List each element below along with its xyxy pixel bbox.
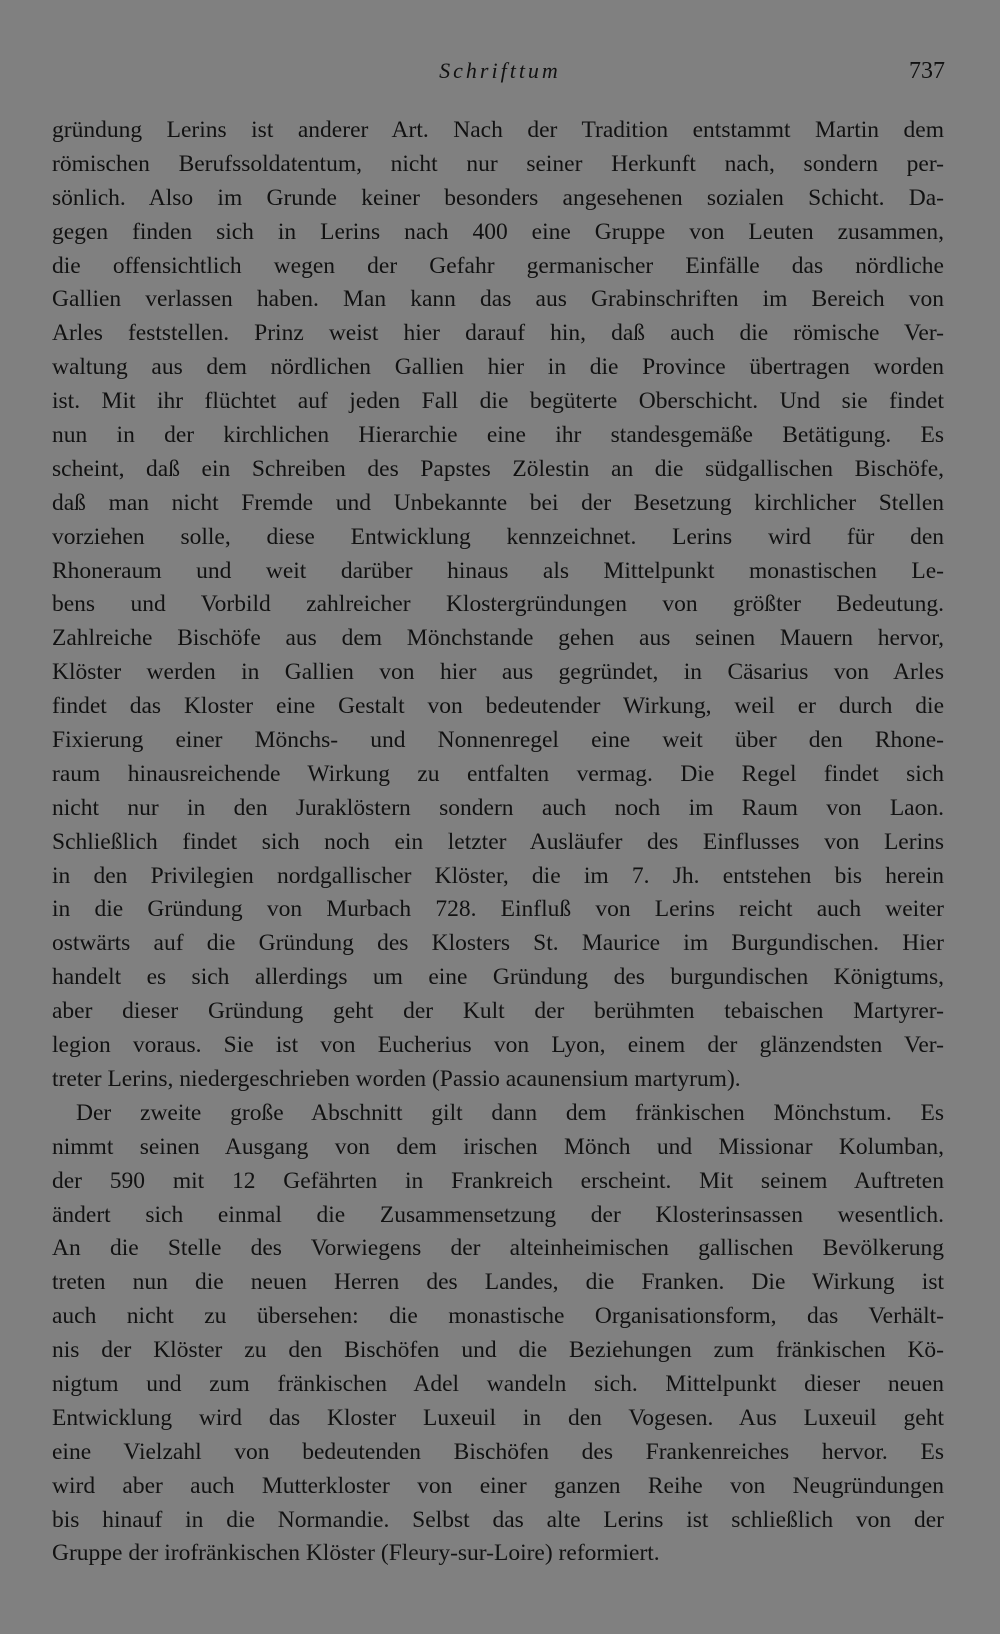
running-head <box>0 58 1000 94</box>
text-line: bens und Vorbild zahlreicher Klostergründungen von größter Bedeutung. <box>52 591 944 618</box>
text-line: nimmt seinen Ausgang von dem irischen Mönch und Missionar Kolumban, <box>52 1133 944 1160</box>
text-line: ostwärts auf die Gründung des Klosters St. Maurice im Burgundischen. Hier <box>52 930 944 957</box>
text-line: Gruppe der irofränkischen Klöster (Fleury-sur-Loire) reformiert. <box>52 1540 660 1567</box>
text-line: ändert sich einmal die Zusammensetzung der Klosterinsassen wesentlich. <box>52 1201 944 1228</box>
text-line: Entwicklung wird das Kloster Luxeuil in den Vogesen. Aus Luxeuil geht <box>52 1404 944 1431</box>
text-line: waltung aus dem nördlichen Gallien hier in die Province übertragen worden <box>52 354 944 381</box>
text-line: nicht nur in den Juraklöstern sondern auch noch im Raum von Laon. <box>52 794 944 821</box>
text-line: auch nicht zu übersehen: die monastische Organisationsform, das Verhält- <box>52 1303 944 1330</box>
text-line: treter Lerins, niedergeschrieben worden (Passio acaunensium martyrum). <box>52 1065 741 1092</box>
text-line: Zahlreiche Bischöfe aus dem Mönchstande gehen aus seinen Mauern hervor, <box>52 625 944 652</box>
text-line: in die Gründung von Murbach 728. Einfluß von Lerins reicht auch weiter <box>52 896 944 923</box>
text-line: daß man nicht Fremde und Unbekannte bei der Besetzung kirchlicher Stellen <box>52 489 944 516</box>
paragraph-1 <box>52 114 944 1097</box>
paragraph-2 <box>52 1097 944 1571</box>
text-line: nun in der kirchlichen Hierarchie eine ihr standesgemäße Betätigung. Es <box>52 422 944 449</box>
text-line: scheint, daß ein Schreiben des Papstes Zölestin an die südgallischen Bischöfe, <box>52 455 944 482</box>
text-line: handelt es sich allerdings um eine Gründung des burgundischen Königtums, <box>52 964 944 991</box>
text-line: Arles feststellen. Prinz weist hier darauf hin, daß auch die römische Ver- <box>52 320 944 347</box>
text-line: nigtum und zum fränkischen Adel wandeln sich. Mittelpunkt dieser neuen <box>52 1370 944 1397</box>
text-line: Gallien verlassen haben. Man kann das aus Grabinschriften im Bereich von <box>52 286 944 313</box>
text-line: aber dieser Gründung geht der Kult der berühmten tebaischen Martyrer- <box>52 998 944 1025</box>
text-line: eine Vielzahl von bedeutenden Bischöfen des Frankenreiches hervor. Es <box>52 1438 944 1465</box>
text-line: die offensichtlich wegen der Gefahr germanischer Einfälle das nördliche <box>52 252 944 279</box>
text-line: findet das Kloster eine Gestalt von bedeutender Wirkung, weil er durch die <box>52 693 944 720</box>
body-text <box>52 114 944 1571</box>
text-line: römischen Berufssoldatentum, nicht nur seiner Herkunft nach, sondern per- <box>52 150 944 177</box>
text-line: Rhoneraum und weit darüber hinaus als Mittelpunkt monastischen Le- <box>52 557 944 584</box>
text-line: treten nun die neuen Herren des Landes, die Franken. Die Wirkung ist <box>52 1269 944 1296</box>
text-line: ist. Mit ihr flüchtet auf jeden Fall die begüterte Oberschicht. Und sie findet <box>52 388 944 415</box>
text-line: gründung Lerins ist anderer Art. Nach der Tradition entstammt Martin dem <box>52 117 944 143</box>
text-line: raum hinausreichende Wirkung zu entfalten vermag. Die Regel findet sich <box>52 760 944 787</box>
text-line: der 590 mit 12 Gefährten in Frankreich erscheint. Mit seinem Auftreten <box>52 1167 944 1194</box>
text-line: Der zweite große Abschnitt gilt dann dem fränkischen Mönchstum. Es <box>76 1099 944 1126</box>
running-title: Schrifttum <box>439 58 561 83</box>
text-line: vorziehen solle, diese Entwicklung kennzeichnet. Lerins wird für den <box>52 523 944 550</box>
text-line: Klöster werden in Gallien von hier aus gegründet, in Cäsarius von Arles <box>52 659 944 686</box>
text-line: Fixierung einer Mönchs- und Nonnenregel eine weit über den Rhone- <box>52 727 944 754</box>
page-number: 737 <box>909 58 945 84</box>
text-line: sönlich. Also im Grunde keiner besonders angesehenen sozialen Schicht. Da- <box>52 184 944 211</box>
text-line: in den Privilegien nordgallischer Klöster, die im 7. Jh. entstehen bis herein <box>52 862 944 889</box>
text-line: Schließlich findet sich noch ein letzter Ausläufer des Einflusses von Lerins <box>52 828 944 855</box>
text-line: An die Stelle des Vorwiegens der alteinheimischen gallischen Bevölkerung <box>52 1235 944 1262</box>
text-line: nis der Klöster zu den Bischöfen und die Beziehungen zum fränkischen Kö- <box>52 1337 944 1364</box>
text-line: gegen finden sich in Lerins nach 400 eine Gruppe von Leuten zusammen, <box>52 218 944 245</box>
text-line: bis hinauf in die Normandie. Selbst das alte Lerins ist schließlich von der <box>52 1506 944 1533</box>
text-line: legion voraus. Sie ist von Eucherius von Lyon, einem der glänzendsten Ver- <box>52 1032 944 1059</box>
text-line: wird aber auch Mutterkloster von einer ganzen Reihe von Neugründungen <box>52 1472 944 1499</box>
